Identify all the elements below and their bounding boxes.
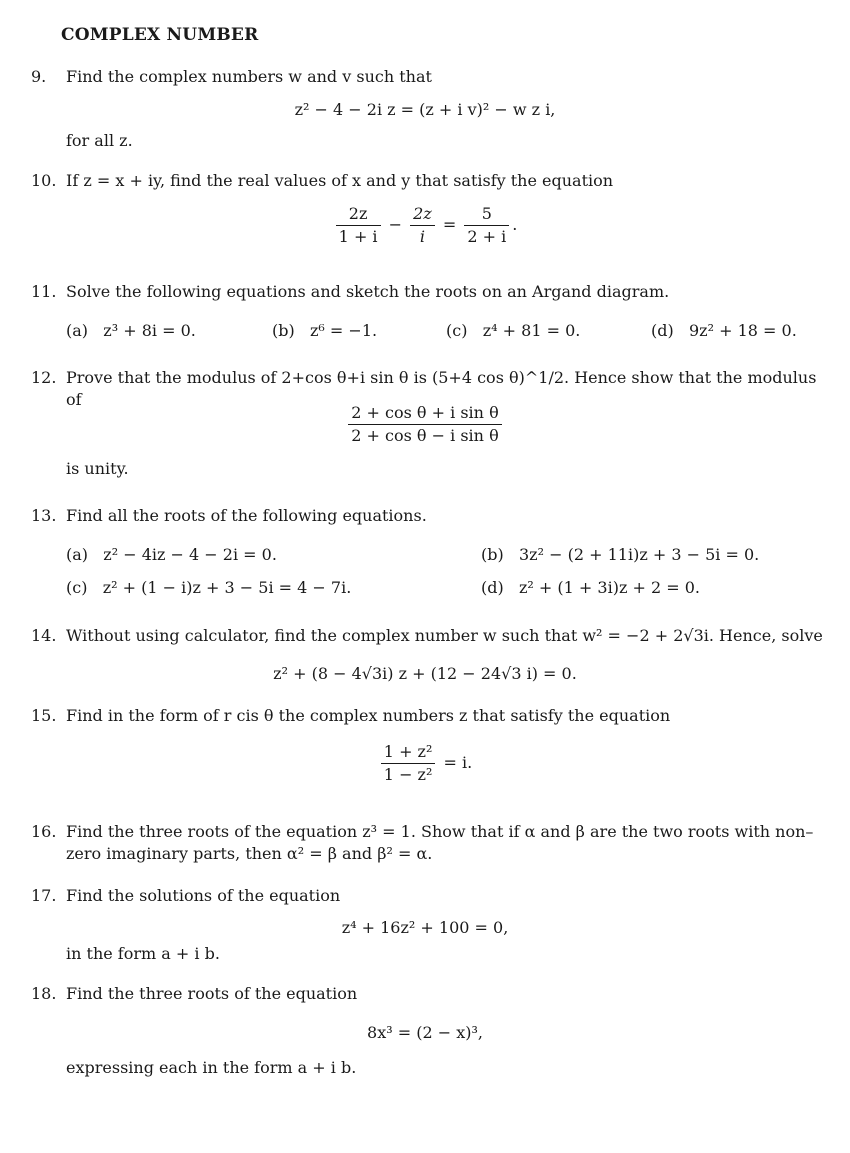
question-number: 14.	[31, 626, 57, 645]
equation-9: z² − 4 − 2i z = (z + i v)² − w z i,	[294, 100, 556, 119]
question-17-after	[31, 943, 831, 965]
question-number: 10.	[31, 171, 57, 190]
fraction: $\frac{\text{1 + z²}}{\text{1 − z²}}$	[381, 741, 436, 786]
question-number: 11.	[31, 282, 57, 301]
question-text: in the form a + i b.	[66, 944, 220, 963]
question-11	[31, 281, 831, 303]
part-a: (a) z³ + 8i = 0.	[66, 321, 196, 340]
equation-10: $\frac{2z}{1 + i}$ − $\frac{2z}{i}$ = $\frac{5}{2 + i}$ .	[0, 203, 850, 248]
question-number: 18.	[31, 984, 57, 1003]
fraction: $\frac{2z}{i}$	[410, 203, 435, 248]
question-number: 13.	[31, 506, 57, 525]
question-text: Find all the roots of the following equations.	[66, 506, 427, 525]
question-9-after	[31, 130, 831, 152]
question-16	[31, 821, 831, 865]
question-number: 15.	[31, 706, 57, 725]
question-number: 9.	[31, 67, 47, 86]
question-9	[31, 66, 831, 88]
question-17	[31, 885, 831, 907]
page-title: COMPLEX NUMBER	[61, 25, 259, 45]
question-text: Find the three roots of the equation z³ = 1. Show that if α and β are the two roots with non–zero imaginary parts, then α² = β and β² = α.	[66, 822, 814, 863]
question-10	[31, 170, 831, 192]
question-15	[31, 705, 831, 727]
fraction: $\frac{2z}{1 + i}$	[336, 203, 381, 248]
question-number: 16.	[31, 822, 57, 841]
fraction: $\frac{\text{2 + cos θ + i sin θ}}{\text{2 + cos θ − i sin θ}}$	[348, 402, 501, 447]
question-13	[31, 505, 831, 527]
question-number: 17.	[31, 886, 57, 905]
fraction: $\frac{5}{2 + i}$	[464, 203, 509, 248]
equation-12	[0, 402, 850, 447]
part-a: (a) z² − 4iz − 4 − 2i = 0.	[66, 545, 277, 564]
equation-17: z⁴ + 16z² + 100 = 0,	[341, 918, 509, 937]
question-text: Prove that the modulus of 2+cos θ+i sin θ is (5+4 cos θ)^1/2. Hence show that the modulus of	[66, 368, 817, 409]
question-18-after	[31, 1057, 831, 1079]
question-text: Find in the form of r cis θ the complex numbers z that satisfy the equation	[66, 706, 671, 725]
question-18	[31, 983, 831, 1005]
question-text: Solve the following equations and sketch the roots on an Argand diagram.	[66, 282, 670, 301]
question-14	[31, 625, 831, 647]
question-number: 12.	[31, 368, 57, 387]
question-text: Find the three roots of the equation	[66, 984, 358, 1003]
question-text: for all z.	[66, 131, 133, 150]
part-b: (b) 3z² − (2 + 11i)z + 3 − 5i = 0.	[481, 545, 760, 564]
question-text: is unity.	[66, 459, 129, 478]
question-text: Find the solutions of the equation	[66, 886, 341, 905]
question-text: expressing each in the form a + i b.	[66, 1058, 357, 1077]
part-c: (c) z⁴ + 81 = 0.	[446, 321, 581, 340]
part-c: (c) z² + (1 − i)z + 3 − 5i = 4 − 7i.	[66, 578, 352, 597]
equation-14: z² + (8 − 4√3i) z + (12 − 24√3 i) = 0.	[273, 664, 577, 683]
question-text: Find the complex numbers w and v such that	[66, 67, 432, 86]
equation-15: $\frac{\text{1 + z²}}{\text{1 − z²}}$ = i.	[0, 741, 850, 786]
part-d: (d) 9z² + 18 = 0.	[651, 321, 797, 340]
question-text: Without using calculator, find the complex number w such that w² = −2 + 2√3i. Hence, solve	[66, 626, 823, 645]
question-12-after	[31, 458, 831, 480]
part-b: (b) z⁶ = −1.	[272, 321, 378, 340]
equation-18: 8x³ = (2 − x)³,	[367, 1023, 483, 1042]
question-text: If z = x + iy, find the real values of x and y that satisfy the equation	[66, 171, 614, 190]
part-d: (d) z² + (1 + 3i)z + 2 = 0.	[481, 578, 700, 597]
